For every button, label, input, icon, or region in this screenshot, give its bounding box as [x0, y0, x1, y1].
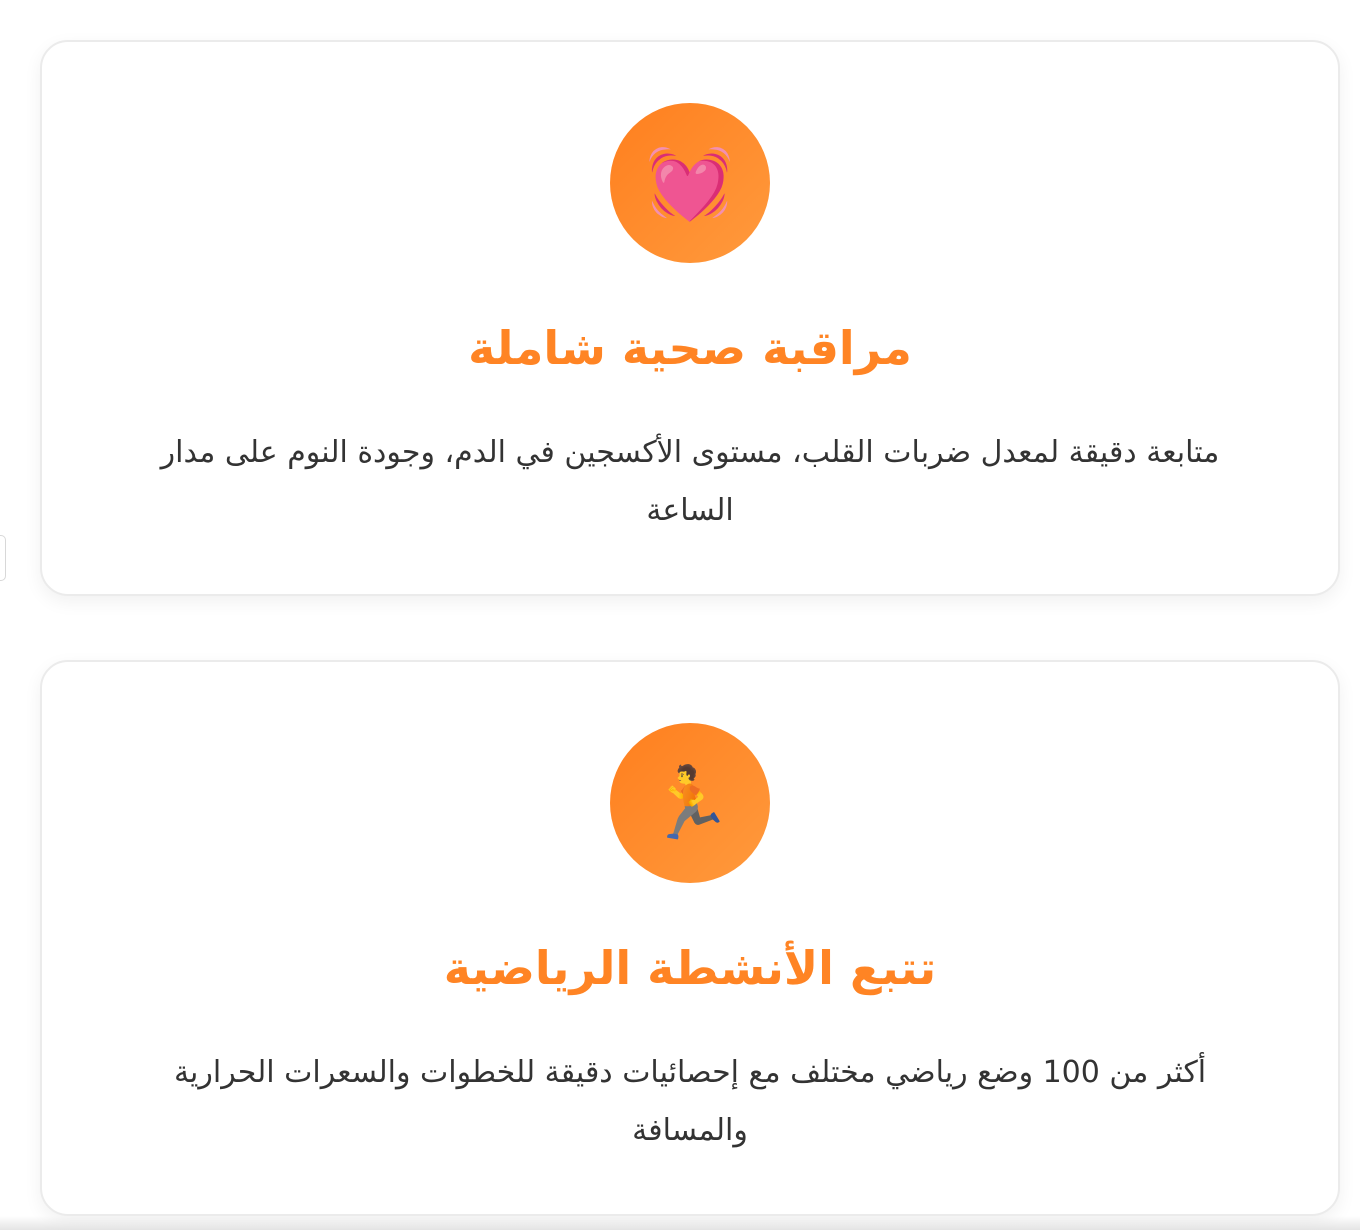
- feature-card-health-monitoring: [40, 40, 1340, 596]
- feature-title: تتبع الأنشطة الرياضية: [443, 941, 937, 995]
- bottom-scroll-fade: [0, 1216, 1360, 1230]
- feature-description: متابعة دقيقة لمعدل ضربات القلب، مستوى الأكسجين في الدم، وجودة النوم على مدار الساعة: [160, 435, 1220, 528]
- heart-pulse-icon: 💓: [646, 142, 734, 224]
- feature-description: أكثر من 100 وضع رياضي مختلف مع إحصائيات دقيقة للخطوات والسعرات الحرارية والمسافة: [173, 1055, 1207, 1148]
- runner-icon: 🏃: [646, 762, 734, 844]
- feature-icon-circle: [610, 723, 770, 883]
- feature-icon-circle: [610, 103, 770, 263]
- side-scroll-handle[interactable]: [0, 535, 6, 581]
- feature-card-activity-tracking: [40, 660, 1340, 1216]
- feature-title: مراقبة صحية شاملة: [468, 321, 912, 375]
